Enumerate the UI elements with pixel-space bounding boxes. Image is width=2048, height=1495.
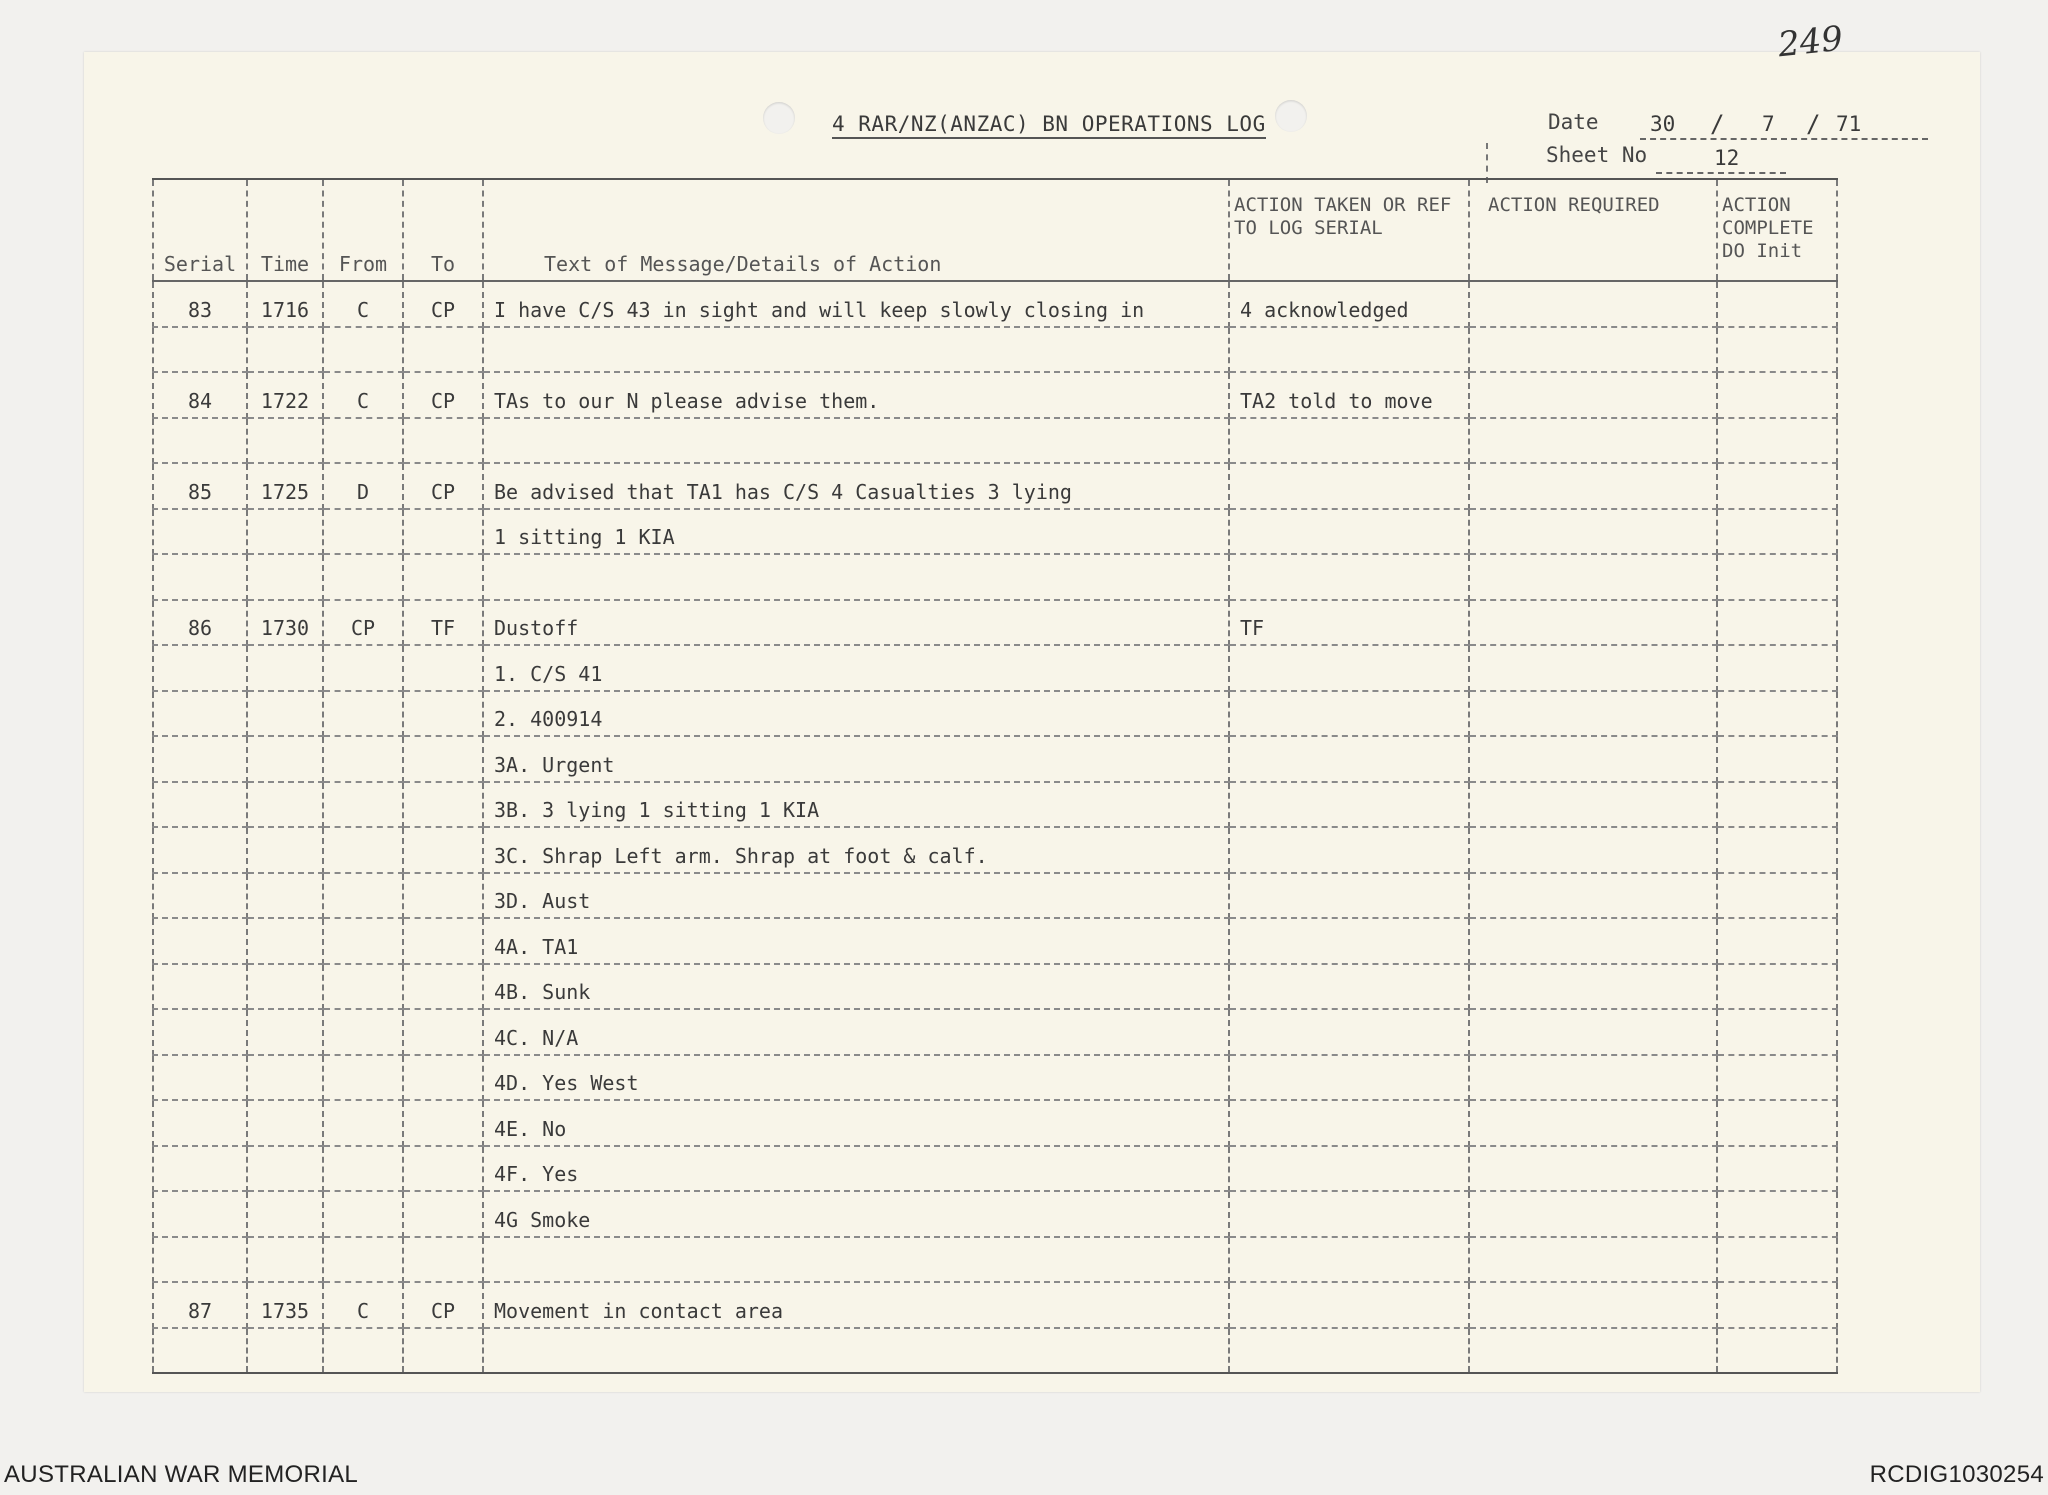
cell-from [323, 782, 403, 828]
cell-to: CP [403, 281, 483, 327]
cell-to [403, 554, 483, 600]
cell-action-taken: TF [1229, 600, 1469, 646]
punch-hole [1275, 100, 1307, 132]
cell-from: C [323, 372, 403, 418]
cell-text: 3A. Urgent [483, 736, 1229, 782]
cell-action-complete [1717, 1282, 1837, 1328]
cell-action-taken [1229, 1055, 1469, 1101]
cell-time [247, 418, 323, 464]
cell-from [323, 1191, 403, 1237]
cell-time: 1725 [247, 463, 323, 509]
table-row [153, 736, 1837, 782]
cell-action-required [1469, 782, 1717, 828]
cell-action-required [1469, 1237, 1717, 1283]
table-row [153, 281, 1837, 327]
cell-from: C [323, 281, 403, 327]
cell-text: I have C/S 43 in sight and will keep slowly closing in [483, 281, 1229, 327]
cell-text [483, 327, 1229, 373]
cell-from: D [323, 463, 403, 509]
cell-time [247, 918, 323, 964]
cell-action-required [1469, 691, 1717, 737]
column-header-action-taken: ACTION TAKEN OR REF TO LOG SERIAL [1229, 179, 1469, 281]
table-row [153, 1328, 1837, 1374]
cell-from [323, 827, 403, 873]
cell-text: 4B. Sunk [483, 964, 1229, 1010]
date-label: Date [1548, 110, 1599, 134]
cell-text: 4G Smoke [483, 1191, 1229, 1237]
cell-text [483, 1328, 1229, 1374]
cell-serial: 83 [153, 281, 247, 327]
cell-action-complete [1717, 509, 1837, 555]
cell-serial [153, 1191, 247, 1237]
table-row [153, 645, 1837, 691]
cell-to [403, 827, 483, 873]
cell-serial [153, 418, 247, 464]
cell-to: CP [403, 1282, 483, 1328]
cell-text: 4F. Yes [483, 1146, 1229, 1192]
cell-from [323, 1237, 403, 1283]
cell-text [483, 554, 1229, 600]
cell-action-complete [1717, 645, 1837, 691]
cell-action-required [1469, 509, 1717, 555]
cell-to [403, 327, 483, 373]
table-row [153, 873, 1837, 919]
cell-serial [153, 1237, 247, 1283]
cell-action-taken [1229, 1100, 1469, 1146]
cell-action-required [1469, 645, 1717, 691]
cell-action-complete [1717, 281, 1837, 327]
table-row [153, 964, 1837, 1010]
header-divider [1486, 143, 1488, 183]
cell-serial [153, 1055, 247, 1101]
cell-to [403, 873, 483, 919]
date-underline [1640, 138, 1928, 140]
cell-action-required [1469, 1146, 1717, 1192]
cell-from [323, 418, 403, 464]
cell-action-complete [1717, 1328, 1837, 1374]
cell-from [323, 736, 403, 782]
cell-action-complete [1717, 827, 1837, 873]
cell-to [403, 1100, 483, 1146]
cell-to [403, 1055, 483, 1101]
cell-to [403, 645, 483, 691]
cell-from [323, 1055, 403, 1101]
cell-text: 4E. No [483, 1100, 1229, 1146]
table-row [153, 327, 1837, 373]
cell-serial [153, 964, 247, 1010]
cell-action-complete [1717, 1237, 1837, 1283]
cell-action-required [1469, 827, 1717, 873]
table-row [153, 418, 1837, 464]
table-row [153, 918, 1837, 964]
table-row [153, 1237, 1837, 1283]
cell-time [247, 782, 323, 828]
operations-log-table [152, 178, 1838, 1374]
cell-serial [153, 873, 247, 919]
cell-action-taken [1229, 1328, 1469, 1374]
cell-from [323, 964, 403, 1010]
cell-action-taken [1229, 509, 1469, 555]
item-id: RCDIG1030254 [1869, 1461, 2044, 1488]
table-row [153, 554, 1837, 600]
cell-action-required [1469, 873, 1717, 919]
cell-from [323, 1100, 403, 1146]
cell-action-required [1469, 918, 1717, 964]
table-header-row [153, 179, 1837, 281]
table-row [153, 691, 1837, 737]
archive-label: AUSTRALIAN WAR MEMORIAL [4, 1461, 359, 1488]
cell-action-taken [1229, 691, 1469, 737]
cell-action-required [1469, 964, 1717, 1010]
cell-time [247, 873, 323, 919]
cell-serial [153, 554, 247, 600]
cell-to [403, 1237, 483, 1283]
cell-action-complete [1717, 873, 1837, 919]
cell-to: TF [403, 600, 483, 646]
cell-action-taken [1229, 918, 1469, 964]
cell-action-required [1469, 736, 1717, 782]
cell-action-complete [1717, 1100, 1837, 1146]
cell-action-taken [1229, 1009, 1469, 1055]
cell-time [247, 1009, 323, 1055]
cell-to [403, 418, 483, 464]
cell-action-complete [1717, 418, 1837, 464]
cell-action-complete [1717, 327, 1837, 373]
cell-action-complete [1717, 1009, 1837, 1055]
cell-text: 3B. 3 lying 1 sitting 1 KIA [483, 782, 1229, 828]
cell-time [247, 1237, 323, 1283]
cell-action-taken [1229, 418, 1469, 464]
cell-serial [153, 1009, 247, 1055]
cell-text: 3D. Aust [483, 873, 1229, 919]
cell-time: 1735 [247, 1282, 323, 1328]
cell-time [247, 1055, 323, 1101]
cell-time [247, 1100, 323, 1146]
cell-serial [153, 1146, 247, 1192]
table-row [153, 1055, 1837, 1101]
cell-serial [153, 918, 247, 964]
cell-to [403, 1146, 483, 1192]
column-header-action-required: ACTION REQUIRED [1469, 179, 1717, 281]
cell-to [403, 964, 483, 1010]
cell-action-complete [1717, 1191, 1837, 1237]
cell-text: 4A. TA1 [483, 918, 1229, 964]
cell-time [247, 509, 323, 555]
cell-action-complete [1717, 600, 1837, 646]
cell-to [403, 782, 483, 828]
cell-text: 1. C/S 41 [483, 645, 1229, 691]
cell-serial: 85 [153, 463, 247, 509]
cell-from [323, 873, 403, 919]
cell-serial [153, 509, 247, 555]
cell-text: 3C. Shrap Left arm. Shrap at foot & calf. [483, 827, 1229, 873]
cell-action-complete [1717, 964, 1837, 1010]
handwritten-page-number: 249 [1776, 18, 1845, 66]
cell-to [403, 918, 483, 964]
sheet-number: 12 [1714, 146, 1740, 170]
cell-action-taken [1229, 327, 1469, 373]
table-row [153, 1282, 1837, 1328]
cell-serial [153, 327, 247, 373]
sheet-number-label: Sheet No [1546, 143, 1648, 167]
cell-text: 1 sitting 1 KIA [483, 509, 1229, 555]
cell-action-required [1469, 327, 1717, 373]
cell-to [403, 736, 483, 782]
cell-action-taken [1229, 964, 1469, 1010]
cell-time [247, 964, 323, 1010]
cell-serial: 86 [153, 600, 247, 646]
column-header-to: To [403, 179, 483, 281]
cell-action-taken [1229, 645, 1469, 691]
cell-time [247, 1328, 323, 1374]
cell-from: CP [323, 600, 403, 646]
cell-serial: 87 [153, 1282, 247, 1328]
cell-text: Movement in contact area [483, 1282, 1229, 1328]
cell-time [247, 736, 323, 782]
cell-action-complete [1717, 918, 1837, 964]
table-row [153, 463, 1837, 509]
cell-text: 4C. N/A [483, 1009, 1229, 1055]
cell-action-taken [1229, 1146, 1469, 1192]
cell-time: 1722 [247, 372, 323, 418]
cell-text: Dustoff [483, 600, 1229, 646]
cell-action-required [1469, 1191, 1717, 1237]
cell-to [403, 1191, 483, 1237]
cell-serial [153, 1100, 247, 1146]
cell-action-taken [1229, 1191, 1469, 1237]
cell-action-required [1469, 418, 1717, 464]
column-header-action-complete: ACTION COMPLETE DO Init [1717, 179, 1837, 281]
cell-action-required [1469, 281, 1717, 327]
cell-action-taken [1229, 827, 1469, 873]
cell-time: 1716 [247, 281, 323, 327]
cell-time [247, 1191, 323, 1237]
table-row [153, 372, 1837, 418]
date-day: 30 [1650, 112, 1676, 136]
cell-action-taken [1229, 873, 1469, 919]
cell-action-taken [1229, 463, 1469, 509]
cell-action-required [1469, 463, 1717, 509]
cell-action-taken [1229, 1237, 1469, 1283]
cell-serial [153, 1328, 247, 1374]
table-row [153, 600, 1837, 646]
cell-text [483, 418, 1229, 464]
cell-action-complete [1717, 736, 1837, 782]
column-header-serial: Serial [153, 179, 247, 281]
column-header-from: From [323, 179, 403, 281]
cell-action-required [1469, 1055, 1717, 1101]
cell-action-taken: TA2 told to move [1229, 372, 1469, 418]
cell-text: Be advised that TA1 has C/S 4 Casualties 3 lying [483, 463, 1229, 509]
table-row [153, 1009, 1837, 1055]
date-month: 7 [1762, 112, 1775, 136]
log-entries [153, 281, 1837, 1373]
cell-to [403, 1328, 483, 1374]
cell-from [323, 554, 403, 600]
cell-action-complete [1717, 1146, 1837, 1192]
cell-time [247, 327, 323, 373]
cell-from [323, 645, 403, 691]
cell-from [323, 1146, 403, 1192]
cell-serial [153, 645, 247, 691]
cell-to: CP [403, 463, 483, 509]
cell-from [323, 1328, 403, 1374]
column-header-time: Time [247, 179, 323, 281]
cell-serial [153, 827, 247, 873]
table-row [153, 1146, 1837, 1192]
cell-text: 2. 400914 [483, 691, 1229, 737]
date-separator: / [1806, 110, 1821, 138]
cell-from [323, 691, 403, 737]
cell-from [323, 509, 403, 555]
cell-action-complete [1717, 782, 1837, 828]
cell-to: CP [403, 372, 483, 418]
cell-time [247, 645, 323, 691]
cell-action-taken [1229, 782, 1469, 828]
cell-time [247, 1146, 323, 1192]
table-row [153, 782, 1837, 828]
cell-action-required [1469, 1282, 1717, 1328]
cell-serial [153, 736, 247, 782]
date-year: 71 [1836, 112, 1862, 136]
cell-to [403, 691, 483, 737]
cell-action-taken [1229, 1282, 1469, 1328]
cell-from: C [323, 1282, 403, 1328]
cell-action-required [1469, 1328, 1717, 1374]
table-row [153, 509, 1837, 555]
cell-action-complete [1717, 1055, 1837, 1101]
date-separator: / [1710, 110, 1725, 138]
column-header-text: Text of Message/Details of Action [483, 179, 1229, 281]
cell-text: 4D. Yes West [483, 1055, 1229, 1101]
cell-action-required [1469, 372, 1717, 418]
cell-text [483, 1237, 1229, 1283]
cell-action-required [1469, 1009, 1717, 1055]
log-title: 4 RAR/NZ(ANZAC) BN OPERATIONS LOG [832, 112, 1266, 139]
punch-hole [763, 102, 795, 134]
cell-text: TAs to our N please advise them. [483, 372, 1229, 418]
cell-time [247, 554, 323, 600]
table-row [153, 1191, 1837, 1237]
cell-action-taken [1229, 554, 1469, 600]
cell-action-required [1469, 554, 1717, 600]
cell-serial [153, 782, 247, 828]
cell-action-complete [1717, 691, 1837, 737]
cell-from [323, 327, 403, 373]
cell-action-taken [1229, 736, 1469, 782]
cell-action-required [1469, 600, 1717, 646]
cell-from [323, 918, 403, 964]
cell-from [323, 1009, 403, 1055]
cell-to [403, 509, 483, 555]
cell-time: 1730 [247, 600, 323, 646]
cell-action-complete [1717, 554, 1837, 600]
sheet-number-underline [1656, 172, 1786, 174]
cell-action-taken: 4 acknowledged [1229, 281, 1469, 327]
cell-serial [153, 691, 247, 737]
cell-time [247, 827, 323, 873]
cell-time [247, 691, 323, 737]
cell-to [403, 1009, 483, 1055]
table-row [153, 827, 1837, 873]
cell-action-required [1469, 1100, 1717, 1146]
cell-action-complete [1717, 372, 1837, 418]
cell-action-complete [1717, 463, 1837, 509]
table-row [153, 1100, 1837, 1146]
cell-serial: 84 [153, 372, 247, 418]
